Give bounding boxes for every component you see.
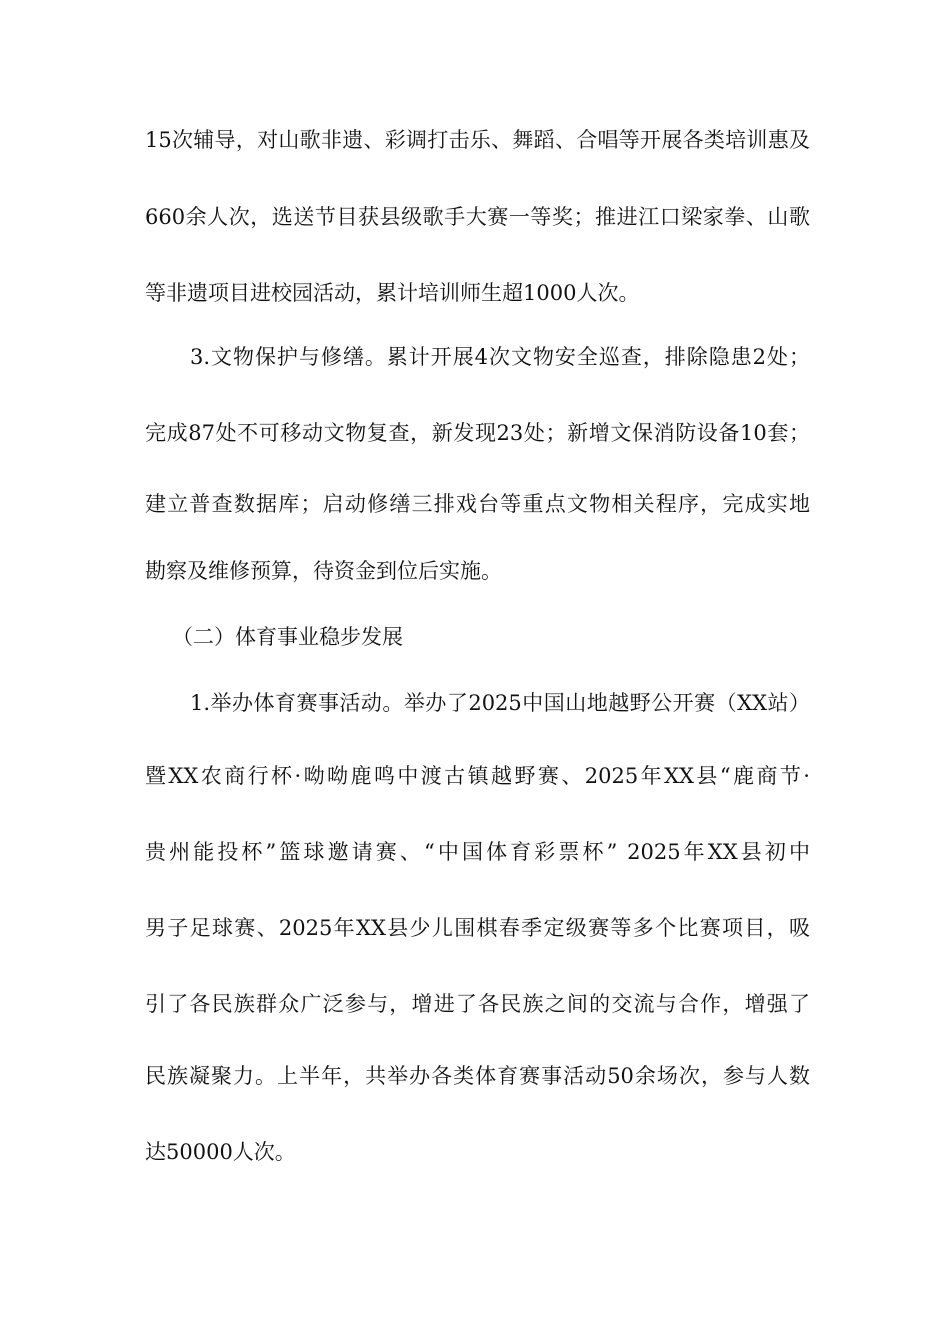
paragraph-line: 等非遗项目进校园活动，累计培训师生超1000人次。 — [145, 281, 640, 305]
section-heading: （二）体育事业稳步发展 — [172, 625, 403, 649]
paragraph-line: 15次辅导，对山歌非遗、彩调打击乐、舞蹈、合唱等开展各类培训惠及 — [145, 128, 810, 152]
paragraph-line: 完成87处不可移动文物复查，新发现23处；新增文保消防设备10套； — [145, 421, 810, 445]
paragraph-line: 建立普查数据库；启动修缮三排戏台等重点文物相关程序，完成实地 — [145, 492, 810, 516]
paragraph-line: 暨XX农商行杯·呦呦鹿鸣中渡古镇越野赛、2025年XX县“鹿商节· — [145, 764, 810, 788]
paragraph-line: 男子足球赛、2025年XX县少儿围棋春季定级赛等多个比赛项目，吸 — [145, 916, 810, 940]
paragraph-line: 民族凝聚力。上半年，共举办各类体育赛事活动50余场次，参与人数 — [145, 1064, 810, 1088]
paragraph-line: 3.文物保护与修缮。累计开展4次文物安全巡查，排除隐患2处； — [190, 345, 810, 369]
paragraph-line: 贵州能投杯”篮球邀请赛、“中国体育彩票杯” 2025年XX县初中 — [145, 840, 810, 864]
paragraph-line: 660余人次，选送节目获县级歌手大赛一等奖；推进江口梁家拳、山歌 — [145, 205, 810, 229]
paragraph-line: 1.举办体育赛事活动。举办了2025中国山地越野公开赛（XX站） — [190, 691, 810, 715]
paragraph-line: 达50000人次。 — [145, 1140, 296, 1164]
paragraph-line: 引了各民族群众广泛参与，增进了各民族之间的交流与合作，增强了 — [145, 992, 810, 1016]
paragraph-line: 勘察及维修预算，待资金到位后实施。 — [145, 559, 502, 583]
